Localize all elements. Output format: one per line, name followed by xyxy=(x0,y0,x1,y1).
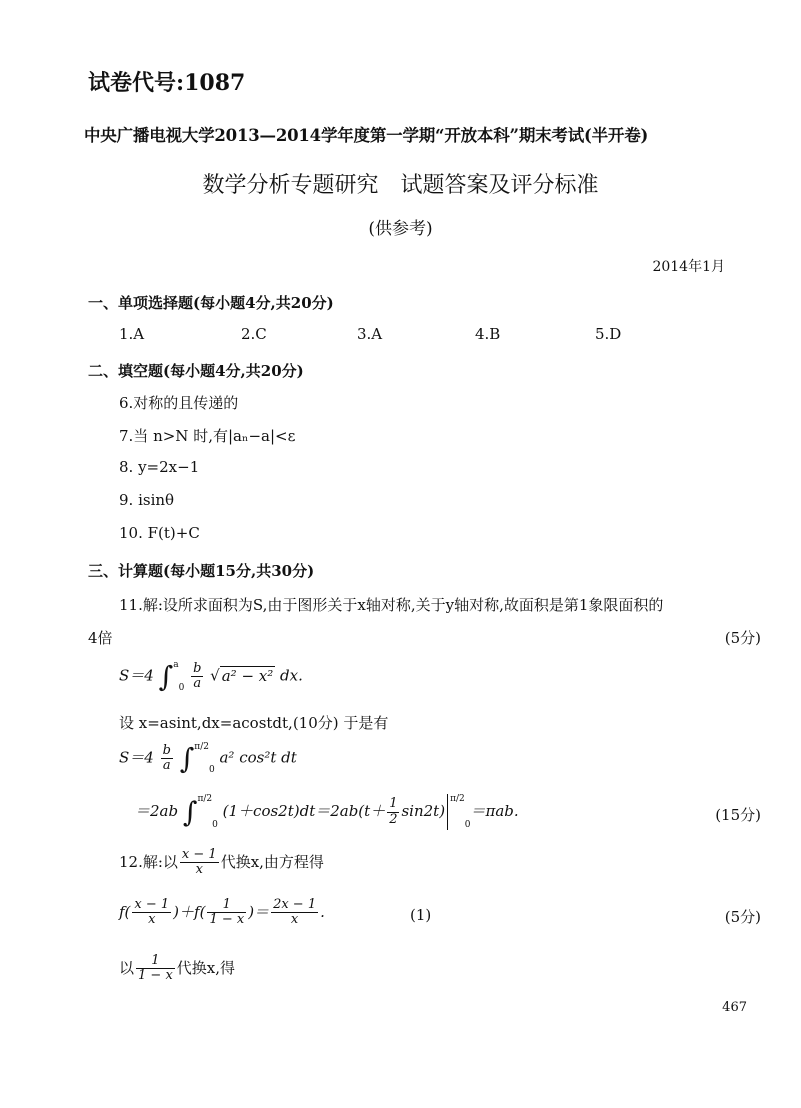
q11-points-1: (5分) xyxy=(724,629,761,647)
q12-points: (5分) xyxy=(724,908,761,926)
q11-formula-3: ＝2ab ∫$^{\pi/2}$0 (1＋cos2t)dt＝2ab(t＋ $\frac{1}{2}$ sin2t)$^{\pi/2}$0＝πab. xyxy=(135,794,519,830)
section2-heading: 二、填空题(每小题4分,共20分) xyxy=(88,362,304,380)
section1-heading: 一、单项选择题(每小题4分,共20分) xyxy=(88,294,334,312)
fill-item-8: 8. y=2x−1 xyxy=(119,458,200,476)
answer-1: 1.A xyxy=(119,325,145,343)
answer-3: 3.A xyxy=(357,325,383,343)
q12-next-fraction: $\frac{1}{1 - x}$ xyxy=(138,953,173,984)
q11-formula-1: S＝4 ∫$^a$0 $\frac{b}{a}$ √ a² − x² dx. xyxy=(119,660,303,693)
q12-equation-label: (1) xyxy=(410,906,432,924)
q12-substitute-fraction: $\frac{x - 1}{x}$ xyxy=(181,847,217,878)
q11-formula-2: S＝4 $\frac{b}{a}$ ∫$^{\pi/2}$0 a² cos²t dt xyxy=(119,742,297,775)
paper-code: 试卷代号:1087 xyxy=(88,70,246,96)
answer-2: 2.C xyxy=(241,325,267,343)
q12-next-prefix: 以 xyxy=(119,958,135,977)
q12-next-step xyxy=(119,954,235,984)
reference-note: (供参考) xyxy=(368,219,433,239)
q11-points-2: (15分) xyxy=(715,806,761,824)
q12-intro xyxy=(119,848,324,878)
page-title: 数学分析专题研究 试题答案及评分标准 xyxy=(202,173,599,198)
q11-substitution: 设 x=asint,dx=acostdt,(10分) 于是有 xyxy=(119,714,389,732)
answer-4: 4.B xyxy=(475,325,501,343)
fill-item-7: 7.当 n>N 时,有|aₙ−a|<ε xyxy=(119,427,296,445)
university-line: 中央广播电视大学2013—2014学年度第一学期“开放本科”期末考试(半开卷) xyxy=(84,126,649,145)
answer-5: 5.D xyxy=(595,325,622,343)
fill-item-10: 10. F(t)+C xyxy=(119,524,200,542)
q12-equation-1: f( $\frac{x - 1}{x}$ )＋f( $\frac{1}{1 - x}$ )＝ $\frac{2x - 1}{x}$ . xyxy=(119,897,325,928)
q12-next-suffix: 代换x,得 xyxy=(176,958,236,977)
q12-prefix: 12.解:以 xyxy=(119,852,178,871)
q11-intro: 11.解:设所求面积为S,由于图形关于x轴对称,关于y轴对称,故面积是第1象限面积的 xyxy=(119,596,664,614)
exam-date: 2014年1月 xyxy=(652,259,725,275)
section3-heading: 三、计算题(每小题15分,共30分) xyxy=(88,562,315,580)
q12-suffix: 代换x,由方程得 xyxy=(220,852,324,871)
q11-intro-cont: 4倍 xyxy=(88,629,113,647)
page-number: 467 xyxy=(722,1000,747,1015)
fill-item-6: 6.对称的且传递的 xyxy=(119,394,239,412)
fill-item-9: 9. isinθ xyxy=(119,491,175,509)
